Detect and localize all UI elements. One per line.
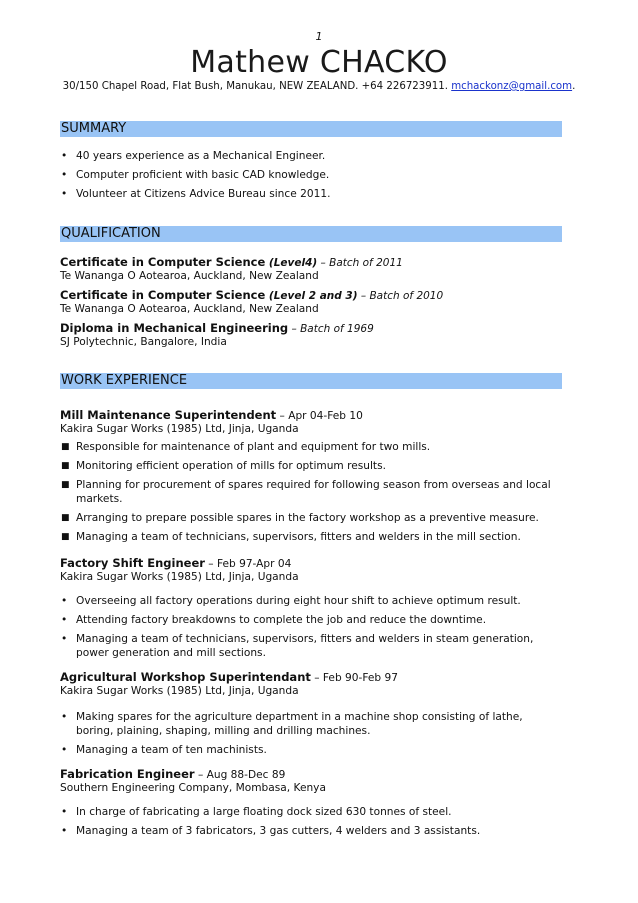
list-item: • Managing a team of technicians, supervisors, fitters and welders in steam generation, power generation and mill sections. (61, 633, 534, 659)
qualification-school: Te Wananga O Aotearoa, Auckland, New Zealand (60, 270, 319, 282)
job-dates: – Feb 97-Apr 04 (204, 558, 292, 570)
job-duties-list (60, 441, 560, 544)
job-entry (60, 408, 560, 437)
list-item: ■ Managing a team of technicians, supervisors, fitters and welders in the mill section. (61, 530, 521, 543)
list-item: • Managing a team of 3 fabricators, 3 gas cutters, 4 welders and 3 assistants. (61, 825, 481, 837)
job-company: Kakira Sugar Works (1985) Ltd, Jinja, Uganda (60, 571, 299, 583)
job-title: Mill Maintenance Superintendent (60, 408, 277, 422)
job-title: Fabrication Engineer (60, 767, 195, 781)
list-item: • Managing a team of ten machinists. (61, 743, 267, 756)
job-entry (60, 670, 560, 699)
qualification-title: Certificate in Computer Science (60, 288, 266, 302)
qualification-entry (60, 321, 560, 350)
qualification-level: (Level 2 and 3) (268, 290, 358, 302)
job-dates: – Feb 90-Feb 97 (310, 672, 398, 684)
list-item: ■ Monitoring efficient operation of mills for optimum results. (61, 460, 386, 472)
list-item: • Computer proficient with basic CAD knowledge. (61, 169, 330, 181)
qualification-school: Te Wananga O Aotearoa, Auckland, New Zealand (60, 303, 319, 315)
list-item: • Making spares for the agriculture department in a machine shop consisting of lathe, boring, plaining, shaping, milling and drilling machines. (61, 711, 523, 737)
contact-line (0, 81, 638, 92)
list-item: ■ Arranging to prepare possible spares in the factory workshop as a preventive measure. (61, 511, 539, 524)
job-dates: – Apr 04-Feb 10 (276, 410, 363, 422)
job-company: Kakira Sugar Works (1985) Ltd, Jinja, Uganda (60, 423, 299, 435)
job-company: Kakira Sugar Works (1985) Ltd, Jinja, Uganda (60, 685, 299, 697)
summary-heading: SUMMARY (60, 121, 562, 137)
list-item: • Attending factory breakdowns to complete the job and reduce the downtime. (61, 614, 487, 626)
job-duties-list (60, 806, 560, 839)
job-entry (60, 556, 560, 585)
job-title: Factory Shift Engineer (60, 556, 205, 570)
qualification-title: Diploma in Mechanical Engineering (60, 321, 289, 335)
qualification-entry (60, 255, 560, 284)
job-duties-list (60, 595, 560, 660)
qualification-entry (60, 288, 560, 317)
list-item: ■ Planning for procurement of spares required for following season from overseas and local markets. (61, 479, 551, 505)
job-entry (60, 767, 560, 796)
list-item: • Overseeing all factory operations during eight hour shift to achieve optimum result. (61, 595, 521, 607)
candidate-name: Mathew CHACKO (190, 45, 448, 80)
qualification-batch: – Batch of 2010 (357, 290, 444, 302)
qualification-heading: QUALIFICATION (60, 226, 562, 242)
qualification-school: SJ Polytechnic, Bangalore, India (60, 336, 227, 348)
qualification-level: (Level4) (268, 257, 318, 269)
list-item: ■ Responsible for maintenance of plant and equipment for two mills. (61, 441, 431, 453)
contact-end: . (572, 81, 576, 92)
list-item: • 40 years experience as a Mechanical Engineer. (61, 150, 326, 162)
page-number: 1 (315, 30, 323, 43)
job-company: Southern Engineering Company, Mombasa, Kenya (60, 782, 326, 794)
summary-list (60, 150, 560, 202)
qualification-batch: – Batch of 2011 (317, 257, 403, 269)
qualification-batch: – Batch of 1969 (288, 323, 374, 335)
job-dates: – Aug 88-Dec 89 (194, 769, 286, 781)
work-experience-heading: WORK EXPERIENCE (60, 373, 562, 389)
job-duties-list (60, 711, 560, 757)
list-item: • In charge of fabricating a large floating dock sized 630 tonnes of steel. (61, 806, 452, 818)
contact-address-phone: 30/150 Chapel Road, Flat Bush, Manukau, NEW ZEALAND. +64 226723911. (62, 81, 452, 92)
qualification-title: Certificate in Computer Science (60, 255, 266, 269)
job-title: Agricultural Workshop Superintendant (60, 670, 311, 684)
email-link[interactable]: mchackonz@gmail.com (451, 81, 573, 92)
list-item: • Volunteer at Citizens Advice Bureau since 2011. (61, 188, 331, 200)
